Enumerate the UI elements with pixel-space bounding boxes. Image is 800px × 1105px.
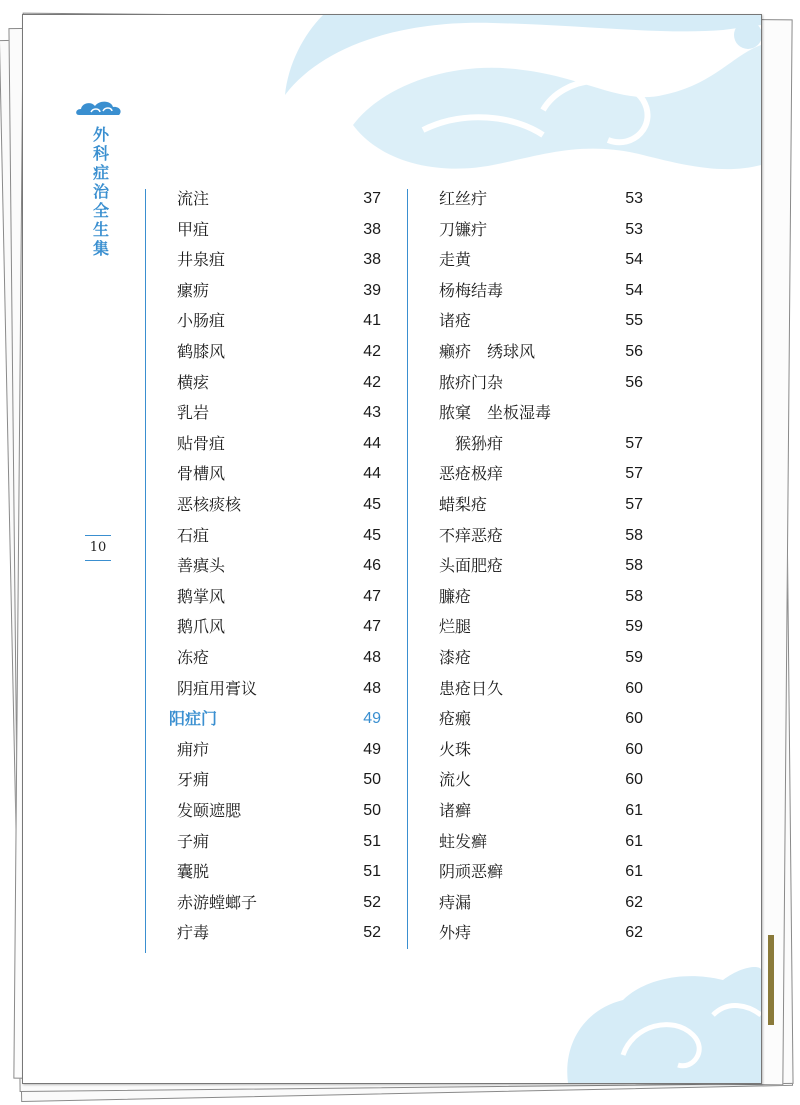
toc-entry-title: 恶疮极痒: [439, 464, 504, 484]
toc-entry-title: 发颐遮腮: [177, 801, 242, 820]
toc-entry-title: 善瘨头: [177, 556, 226, 576]
toc-entry[interactable]: [413, 888, 653, 918]
toc-entry-title: 牙痈: [177, 770, 210, 790]
toc-entry-page: 57: [625, 434, 643, 452]
toc-entry[interactable]: [413, 521, 653, 551]
toc-entry[interactable]: [151, 612, 391, 642]
toc-entry-page: 60: [625, 679, 643, 697]
toc-entry-title: 小肠疽: [177, 311, 226, 331]
toc-entry[interactable]: [413, 398, 653, 428]
toc-entry-page: 39: [363, 281, 381, 299]
toc-entry-title: 臁疮: [439, 586, 472, 606]
toc-entry[interactable]: [151, 551, 391, 581]
toc-entry[interactable]: [151, 521, 391, 551]
page-number: 10: [85, 535, 111, 561]
toc-entry[interactable]: [413, 704, 653, 734]
toc-entry-title: 患疮日久: [439, 678, 504, 698]
toc-entry-title: 不痒恶疮: [439, 525, 504, 545]
toc-entry-page: 45: [363, 496, 381, 513]
toc-entry-page: 62: [625, 893, 643, 911]
toc-entry-page: 53: [625, 190, 643, 207]
toc-entry-title: 外痔: [439, 923, 472, 943]
toc-entry-page: 48: [363, 649, 381, 666]
toc-entry-page: 41: [363, 312, 381, 330]
toc-entry[interactable]: [151, 184, 391, 214]
toc-entry-page: 56: [625, 373, 643, 391]
toc-entry-page: 54: [625, 251, 643, 269]
toc-entry[interactable]: [151, 674, 391, 704]
toc-entry[interactable]: [151, 245, 391, 275]
toc-entry-page: 61: [625, 863, 643, 881]
toc-entry-page: 60: [625, 740, 643, 758]
toc-entry-page: 43: [363, 404, 381, 422]
toc-entry-title: 瘰疬: [177, 280, 210, 300]
toc-entry[interactable]: [413, 551, 653, 581]
toc-entry-title: 阴疽用膏议: [177, 678, 258, 698]
toc-entry-page: 42: [363, 343, 381, 360]
toc-entry-title: 鹅爪风: [177, 617, 226, 637]
toc-entry[interactable]: [151, 888, 391, 918]
toc-entry[interactable]: [413, 765, 653, 795]
toc-entry-title: 囊脱: [177, 862, 210, 882]
toc-entry-page: 55: [625, 312, 643, 330]
toc-entry[interactable]: [151, 429, 391, 459]
toc-entry-title: 阴顽恶癣: [439, 862, 504, 882]
toc-entry-title: 流火: [439, 770, 472, 790]
toc-entry-page: 61: [625, 832, 643, 850]
toc-entry-title: 石疽: [177, 525, 210, 545]
toc-entry-title: 红丝疔: [439, 189, 488, 208]
toc-entry[interactable]: [151, 398, 391, 428]
toc-entry[interactable]: [151, 306, 391, 336]
toc-entry-page: 48: [363, 679, 381, 697]
toc-entry-title: 疔毒: [177, 923, 210, 943]
toc-entry[interactable]: [151, 643, 391, 673]
toc-entry[interactable]: [151, 490, 391, 520]
toc-entry-page: 54: [625, 281, 643, 299]
toc-entry-title: 烂腿: [439, 617, 472, 637]
toc-entry[interactable]: [413, 368, 653, 398]
toc-entry-title: 赤游螳螂子: [177, 892, 258, 912]
toc-entry-page: 51: [363, 863, 381, 881]
toc-entry-page: 50: [363, 802, 381, 819]
toc-entry-page: 57: [625, 465, 643, 483]
toc-entry-page: 52: [363, 893, 381, 911]
toc-entry[interactable]: [413, 796, 653, 826]
toc-entry-page: 52: [363, 924, 381, 942]
toc-entry-title: 头面肥疮: [439, 556, 504, 576]
toc-entry[interactable]: [151, 337, 391, 367]
toc-entry-page: 61: [625, 802, 643, 819]
toc-entry-title: 骨槽风: [177, 464, 226, 484]
toc-entry[interactable]: [151, 796, 391, 826]
toc-entry-title: 痔漏: [439, 892, 472, 912]
toc-entry-page: 44: [363, 465, 381, 483]
toc-entry[interactable]: [151, 735, 391, 765]
cloud-logo-icon: [73, 97, 125, 121]
toc-entry[interactable]: [413, 245, 653, 275]
toc-entry-page: 38: [363, 220, 381, 238]
toc-entry-page: 59: [625, 649, 643, 666]
toc-entry-title: 疮瘢: [439, 709, 472, 729]
right-column-rule: [407, 189, 408, 949]
toc-entry[interactable]: [151, 215, 391, 245]
toc-entry-title: 蜡梨疮: [439, 495, 488, 514]
toc-entry-title: 脓窠 坐板湿毒: [439, 403, 552, 423]
toc-entry-title: 鹅掌风: [177, 586, 226, 606]
toc-entry-title: 冻疮: [177, 648, 210, 667]
toc-entry-title: 蛀发癣: [439, 831, 488, 851]
toc-entry[interactable]: [413, 459, 653, 489]
toc-entry-title: 杨梅结毒: [439, 280, 504, 300]
toc-entry-page: 44: [363, 434, 381, 452]
toc-entry-page: 45: [363, 526, 381, 544]
toc-entry[interactable]: [151, 459, 391, 489]
toc-entry[interactable]: [413, 337, 653, 367]
toc-entry[interactable]: [413, 582, 653, 612]
toc-entry-title: 走黄: [439, 250, 472, 270]
toc-entry-title: 贴骨疽: [177, 433, 226, 453]
toc-entry-title: 痈疖: [177, 739, 210, 759]
toc-entry-title: 子痈: [177, 831, 210, 851]
toc-entry-page: 58: [625, 587, 643, 605]
toc-entry-title: 刀镰疔: [439, 219, 488, 239]
toc-entry[interactable]: [151, 857, 391, 887]
toc-entry-title: 恶核痰核: [177, 495, 242, 514]
toc-entry[interactable]: [151, 765, 391, 795]
toc-entry-page: 38: [363, 251, 381, 269]
toc-entry[interactable]: [413, 735, 653, 765]
toc-entry-title: 脓疥门杂: [439, 372, 504, 392]
toc-entry[interactable]: [413, 184, 653, 214]
toc-entry[interactable]: [413, 674, 653, 704]
toc-entry-page: 42: [363, 373, 381, 391]
toc-entry-title: 流注: [177, 189, 210, 208]
toc-entry-page: 46: [363, 557, 381, 575]
toc-entry-title: 漆疮: [439, 648, 472, 667]
toc-entry[interactable]: [413, 306, 653, 336]
toc-entry-page: 58: [625, 526, 643, 544]
toc-entry-page: 50: [363, 771, 381, 789]
book-page: [22, 14, 762, 1084]
toc-section-heading[interactable]: [151, 704, 391, 734]
book-title-vertical: 外科症治全生集: [92, 125, 109, 258]
toc-entry[interactable]: [413, 827, 653, 857]
toc-entry-page: 59: [625, 618, 643, 636]
toc-entry-title: 猴狲疳: [455, 433, 504, 453]
toc-entry-page: 47: [363, 618, 381, 636]
toc-entry[interactable]: [151, 918, 391, 948]
toc-entry[interactable]: [413, 276, 653, 306]
toc-entry-page: 56: [625, 343, 643, 360]
toc-entry-page: 49: [363, 710, 381, 728]
toc-entry[interactable]: [413, 918, 653, 948]
toc-entry-page: 62: [625, 924, 643, 942]
toc-entry[interactable]: [413, 612, 653, 642]
toc-entry[interactable]: [413, 215, 653, 245]
left-column-rule: [145, 189, 146, 953]
toc-entry[interactable]: [413, 857, 653, 887]
toc-entry-title: 甲疽: [177, 219, 210, 239]
toc-entry-title: 癞疥 绣球风: [439, 342, 536, 361]
toc-entry[interactable]: [151, 827, 391, 857]
toc-entry-page: 51: [363, 832, 381, 850]
toc-entry-title: 火珠: [439, 739, 472, 759]
toc-entry-title: 鹤膝风: [177, 342, 226, 361]
toc-entry-page: 49: [363, 740, 381, 758]
toc-entry[interactable]: [151, 276, 391, 306]
toc-entry-title: 横痃: [177, 372, 210, 392]
toc-entry-title: 诸疮: [439, 311, 472, 331]
toc-entry-page: 37: [363, 190, 381, 207]
toc-entry[interactable]: [151, 368, 391, 398]
page-edge-decoration: [768, 935, 774, 1025]
toc-entry-title: 阳症门: [169, 709, 218, 729]
toc-entry-page: 58: [625, 557, 643, 575]
toc-entry-title: 诸癣: [439, 801, 472, 820]
toc-entry-title: 井泉疽: [177, 250, 226, 270]
toc-entry-page: 53: [625, 220, 643, 238]
toc-entry-page: 47: [363, 587, 381, 605]
toc-entry[interactable]: [413, 490, 653, 520]
toc-entry-page: 60: [625, 771, 643, 789]
toc-entry[interactable]: [413, 429, 653, 459]
toc-entry[interactable]: [413, 643, 653, 673]
toc-entry-title: 乳岩: [177, 403, 210, 423]
toc-entry-page: 57: [625, 496, 643, 513]
toc-entry-page: 60: [625, 710, 643, 728]
toc-entry[interactable]: [151, 582, 391, 612]
